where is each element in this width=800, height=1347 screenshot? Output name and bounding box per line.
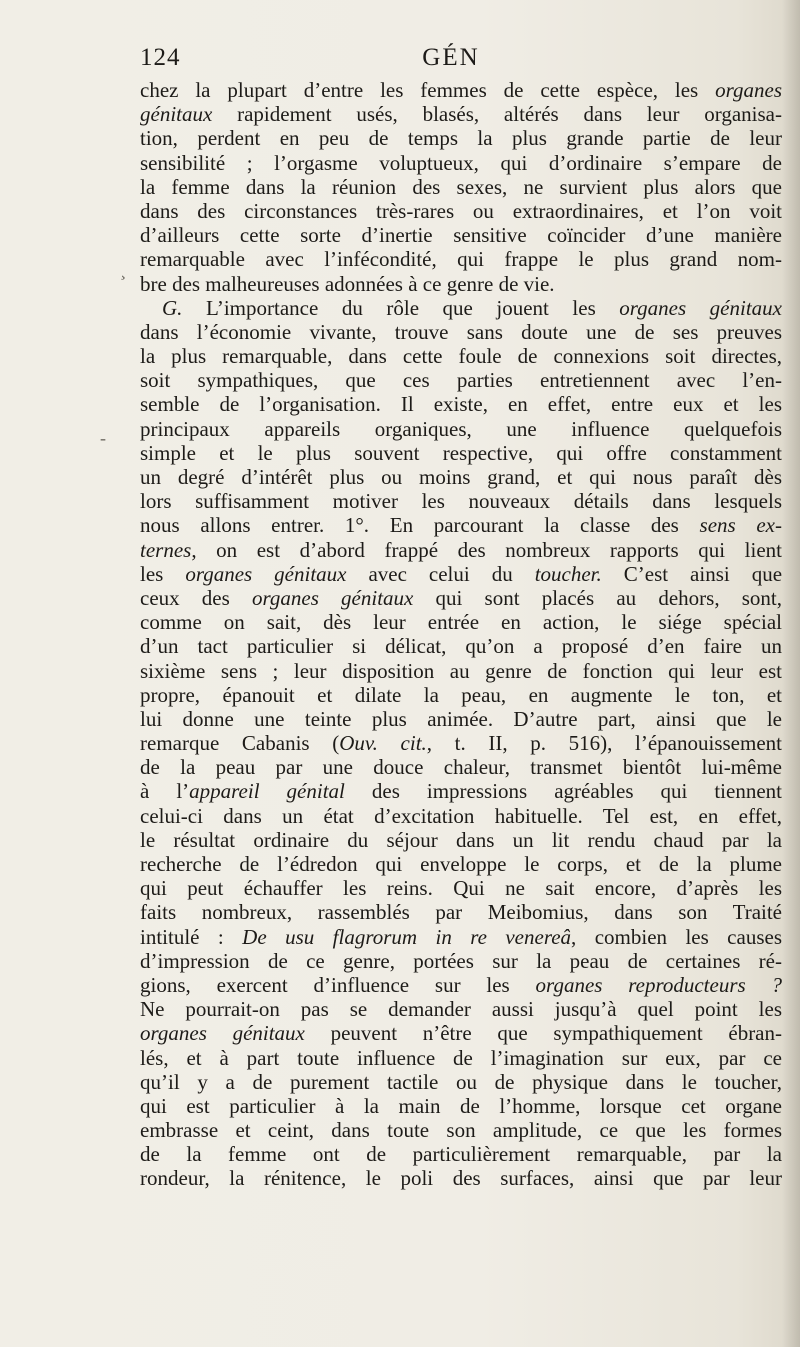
text-segment: rapidement usés, blasés, altérés dans leur organisa- — [212, 102, 782, 127]
text-segment: C’est ainsi que — [601, 561, 783, 586]
text-segment: , t. II, p. 516), l’épanouissement — [426, 731, 782, 756]
text-line — [140, 1142, 782, 1166]
margin-mark: - — [100, 428, 106, 448]
text-segment: lui donne une teinte plus animée. D’autre part, ainsi que le — [140, 706, 782, 731]
page-header — [140, 44, 782, 76]
text-line — [140, 683, 782, 707]
text-line — [140, 1046, 782, 1070]
text-line — [140, 1166, 782, 1190]
text-segment: , on est d’abord frappé des nombreux rapports qui lient — [191, 537, 782, 562]
text-line — [140, 973, 782, 997]
italic-text: toucher. — [534, 561, 602, 586]
text-line — [140, 707, 782, 731]
text-line — [140, 417, 782, 441]
text-line — [140, 538, 782, 562]
running-head: GÉN — [422, 44, 480, 71]
text-segment: faits nombreux, rassemblés par Meibomius, dans son Traité — [140, 900, 782, 925]
text-line — [140, 634, 782, 658]
margin-mark: ¸ — [120, 260, 126, 280]
text-line — [140, 392, 782, 416]
text-segment: qui peut échauffer les reins. Qui ne sait encore, d’après les — [140, 876, 782, 901]
text-line — [140, 441, 782, 465]
text-line — [140, 199, 782, 223]
text-line — [140, 852, 782, 876]
text-segment: simple et le plus souvent respective, qui offre constamment — [140, 440, 782, 465]
text-line — [140, 900, 782, 924]
text-line — [140, 223, 782, 247]
text-segment: , combien les causes — [571, 924, 782, 949]
text-segment: bre des malheureuses adonnées à ce genre de vie. — [140, 271, 555, 296]
text-line — [140, 247, 782, 271]
text-line — [140, 731, 782, 755]
italic-text: organes génitaux — [140, 1021, 305, 1046]
text-line — [140, 779, 782, 803]
text-segment: recherche de l’édredon qui enveloppe le corps, et de la plume — [140, 852, 782, 876]
text-segment: gions, exercent d’influence sur les — [140, 972, 536, 997]
text-segment: embrasse et ceint, dans toute son amplitude, ce que les formes — [140, 1118, 782, 1143]
italic-text: appareil génital — [189, 779, 345, 804]
text-line — [140, 828, 782, 852]
text-line — [140, 320, 782, 344]
text-line — [140, 1021, 782, 1045]
text-segment: qu’il y a de purement tactile ou de physique dans le toucher, — [140, 1069, 782, 1094]
text-segment: d’un tact particulier si délicat, qu’on a proposé d’en faire un — [140, 634, 782, 659]
text-line — [140, 1094, 782, 1118]
text-segment: tion, perdent en peu de temps la plus grande partie de leur — [140, 126, 782, 151]
text-line — [140, 368, 782, 392]
text-segment: le résultat ordinaire du séjour dans un lit rendu chaud par la — [140, 827, 782, 852]
text-line — [140, 610, 782, 634]
body-text — [140, 78, 782, 1191]
italic-text: G. — [162, 295, 183, 320]
text-segment: qui est particulier à la main de l’homme, lorsque cet organe — [140, 1093, 782, 1118]
text-segment: lés, et à part toute influence de l’imagination sur eux, par ce — [140, 1045, 782, 1070]
italic-text: organes génitaux — [251, 585, 414, 610]
page-number: 124 — [140, 44, 181, 71]
text-line — [140, 804, 782, 828]
text-segment: principaux appareils organiques, une influence quelquefois — [140, 416, 782, 441]
text-segment: propre, épanouit et dilate la peau, en augmente le ton, et — [140, 682, 782, 707]
text-line — [140, 1118, 782, 1142]
text-segment: d’ailleurs cette sorte d’inertie sensitive coïncider d’une manière — [140, 223, 782, 248]
text-segment: chez la plupart d’entre les femmes de cette espèce, les — [140, 78, 716, 102]
text-segment: sixième sens ; leur disposition au genre de fonction qui leur est — [140, 658, 782, 683]
text-line — [140, 102, 782, 126]
italic-text: Ouv. cit. — [339, 731, 427, 756]
text-segment: comme on sait, dès leur entrée en action, le siége spécial — [140, 610, 782, 635]
text-segment: dans des circonstances très-rares ou extraordinaires, et l’on voit — [140, 198, 782, 223]
text-line — [140, 876, 782, 900]
text-line — [140, 151, 782, 175]
text-segment: de la peau par une douce chaleur, transmet bientôt lui-même — [140, 755, 782, 780]
text-line — [140, 925, 782, 949]
text-line — [140, 344, 782, 368]
text-line — [140, 949, 782, 973]
text-segment: un degré d’intérêt plus ou moins grand, et qui nous paraît dès — [140, 465, 782, 489]
text-segment: d’impression de ce genre, portées sur la peau de certaines ré- — [140, 948, 782, 973]
italic-text: sens ex- — [699, 513, 782, 538]
text-segment: la plus remarquable, dans cette foule de connexions soit directes, — [140, 344, 782, 369]
italic-text: organes reproducteurs ? — [535, 972, 782, 997]
text-line — [140, 586, 782, 610]
italic-text: De usu flagrorum in re venereâ — [242, 924, 572, 949]
text-segment: dans l’économie vivante, trouve sans doute une de ses preuves — [140, 319, 782, 344]
text-segment: remarquable avec l’infécondité, qui frappe le plus grand nom- — [140, 247, 782, 272]
text-segment: ceux des — [140, 585, 252, 610]
text-line — [140, 175, 782, 199]
text-segment: peuvent n’être que sympathiquement ébran- — [304, 1021, 782, 1046]
text-segment: soit sympathiques, que ces parties entretiennent avec l’en- — [140, 368, 782, 393]
text-segment: des impressions agréables qui tiennent — [344, 779, 782, 804]
text-segment: de la femme ont de particulièrement remarquable, par la — [140, 1142, 782, 1167]
text-line — [140, 489, 782, 513]
text-segment: les — [140, 561, 186, 586]
text-segment: sensibilité ; l’orgasme voluptueux, qui d’ordinaire s’empare de — [140, 150, 782, 175]
text-segment: intitulé : — [140, 924, 243, 949]
italic-text: organes — [715, 78, 782, 102]
text-line — [140, 272, 782, 296]
text-line — [140, 659, 782, 683]
italic-text: génitaux — [140, 102, 213, 127]
text-segment: semble de l’organisation. Il existe, en effet, entre eux et les — [140, 392, 782, 417]
text-line — [140, 126, 782, 150]
text-segment: avec celui du — [346, 561, 535, 586]
text-line — [140, 465, 782, 489]
text-segment: L’importance du rôle que jouent les — [182, 295, 620, 320]
text-line — [140, 997, 782, 1021]
text-segment: à l’ — [140, 779, 190, 804]
text-segment: celui-ci dans un état d’excitation habituelle. Tel est, en effet, — [140, 803, 782, 828]
text-segment: rondeur, la rénitence, le poli des surfaces, ainsi que par leur — [140, 1166, 782, 1191]
text-segment: qui sont placés au dehors, sont, — [413, 585, 783, 610]
text-segment: remarque Cabanis ( — [140, 731, 340, 756]
page-edge-shadow — [782, 0, 800, 1347]
text-line — [140, 513, 782, 537]
text-line — [140, 78, 782, 102]
text-line — [140, 755, 782, 779]
text-segment: lors suffisamment motiver les nouveaux détails dans lesquels — [140, 489, 782, 514]
text-line — [140, 562, 782, 586]
text-line — [140, 1070, 782, 1094]
text-segment: Ne pourrait-on pas se demander aussi jusqu’à quel point les — [140, 997, 782, 1022]
italic-text: organes génitaux — [185, 561, 347, 586]
text-segment: nous allons entrer. 1°. En parcourant la classe des — [140, 513, 700, 538]
text-segment: la femme dans la réunion des sexes, ne survient plus alors que — [140, 174, 782, 199]
italic-text: ternes — [140, 537, 192, 562]
text-line — [140, 296, 782, 320]
italic-text: organes génitaux — [619, 295, 782, 320]
